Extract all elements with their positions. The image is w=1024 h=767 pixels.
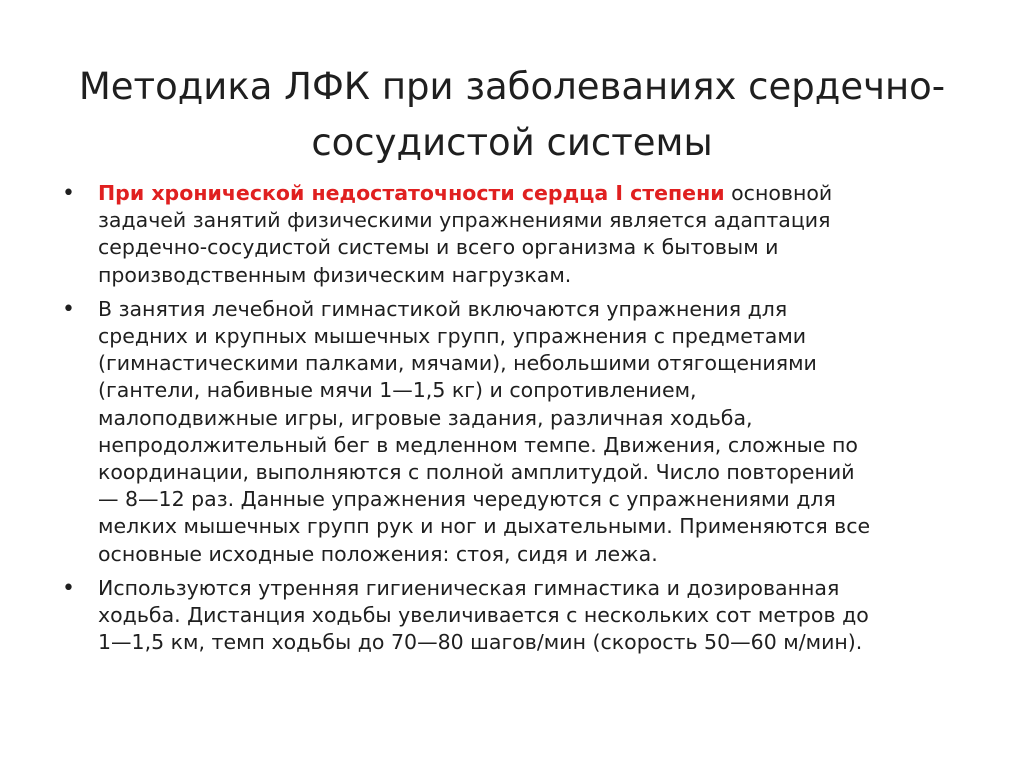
bullet-text-3: [98, 575, 1002, 657]
bullet-1-line-1: [98, 180, 1002, 207]
bullet-2-line-4: (гантели, набивные мячи 1—1,5 кг) и сопротивлением,: [98, 378, 697, 403]
bullet-1-line-2: задачей занятий физическими упражнениями является адаптация: [98, 208, 831, 233]
bullet-dot-icon: •: [62, 181, 75, 206]
bullet-2-line-1: В занятия лечебной гимнастикой включаются упражнения для: [98, 296, 788, 321]
bullet-1-line-4: производственным физическим нагрузкам.: [98, 262, 572, 287]
bullet-item-2: [62, 296, 1002, 568]
bullet-2-line-2: средних и крупных мышечных групп, упражнения с предметами: [98, 324, 807, 349]
bullet-dot-icon: •: [62, 296, 75, 322]
bullet-2-line-5: малоподвижные игры, игровые задания, различная ходьба,: [98, 405, 753, 430]
bullet-2-line-3: (гимнастическими палками, мячами), небольшими отягощениями: [98, 351, 817, 376]
bullet-text-1: [98, 180, 1002, 289]
bullet-2-line-9: мелких мышечных групп рук и ног и дыхательными. Применяются все: [98, 514, 871, 539]
title-line-2: сосудистой системы: [311, 120, 713, 164]
bullet-1-highlight: При хронической недостаточности сердца I степени: [98, 181, 725, 205]
slide-title: [0, 59, 1024, 171]
bullet-2-line-6: непродолжительный бег в медленном темпе. Движения, сложные по: [98, 432, 858, 457]
bullet-1-line-1-rest: основной: [724, 181, 833, 205]
bullet-3-line-2: ходьба. Дистанция ходьбы увеличивается с нескольких сот метров до: [98, 603, 869, 628]
title-line-1: Методика ЛФК при заболеваниях сердечно-: [78, 64, 946, 108]
bullet-2-line-10: основные исходные положения: стоя, сидя и лежа.: [98, 541, 658, 566]
bullet-item-3: [62, 575, 1002, 657]
bullet-2-line-8: — 8—12 раз. Данные упражнения чередуются с упражнениями для: [98, 487, 836, 512]
bullet-2-line-7: координации, выполняются с полной амплитудой. Число повторений: [98, 460, 855, 485]
bullet-text-2: [98, 296, 1002, 568]
bullet-item-1: [62, 180, 1002, 289]
bullet-3-line-3: 1—1,5 км, темп ходьбы до 70—80 шагов/мин (скорость 50—60 м/мин).: [98, 630, 863, 655]
bullet-1-line-3: сердечно-сосудистой системы и всего организма к бытовым и: [98, 235, 779, 260]
bullet-dot-icon: •: [62, 575, 75, 601]
bullet-3-line-1: Используются утренняя гигиеническая гимнастика и дозированная: [98, 575, 840, 600]
bullet-list: [62, 180, 1002, 663]
